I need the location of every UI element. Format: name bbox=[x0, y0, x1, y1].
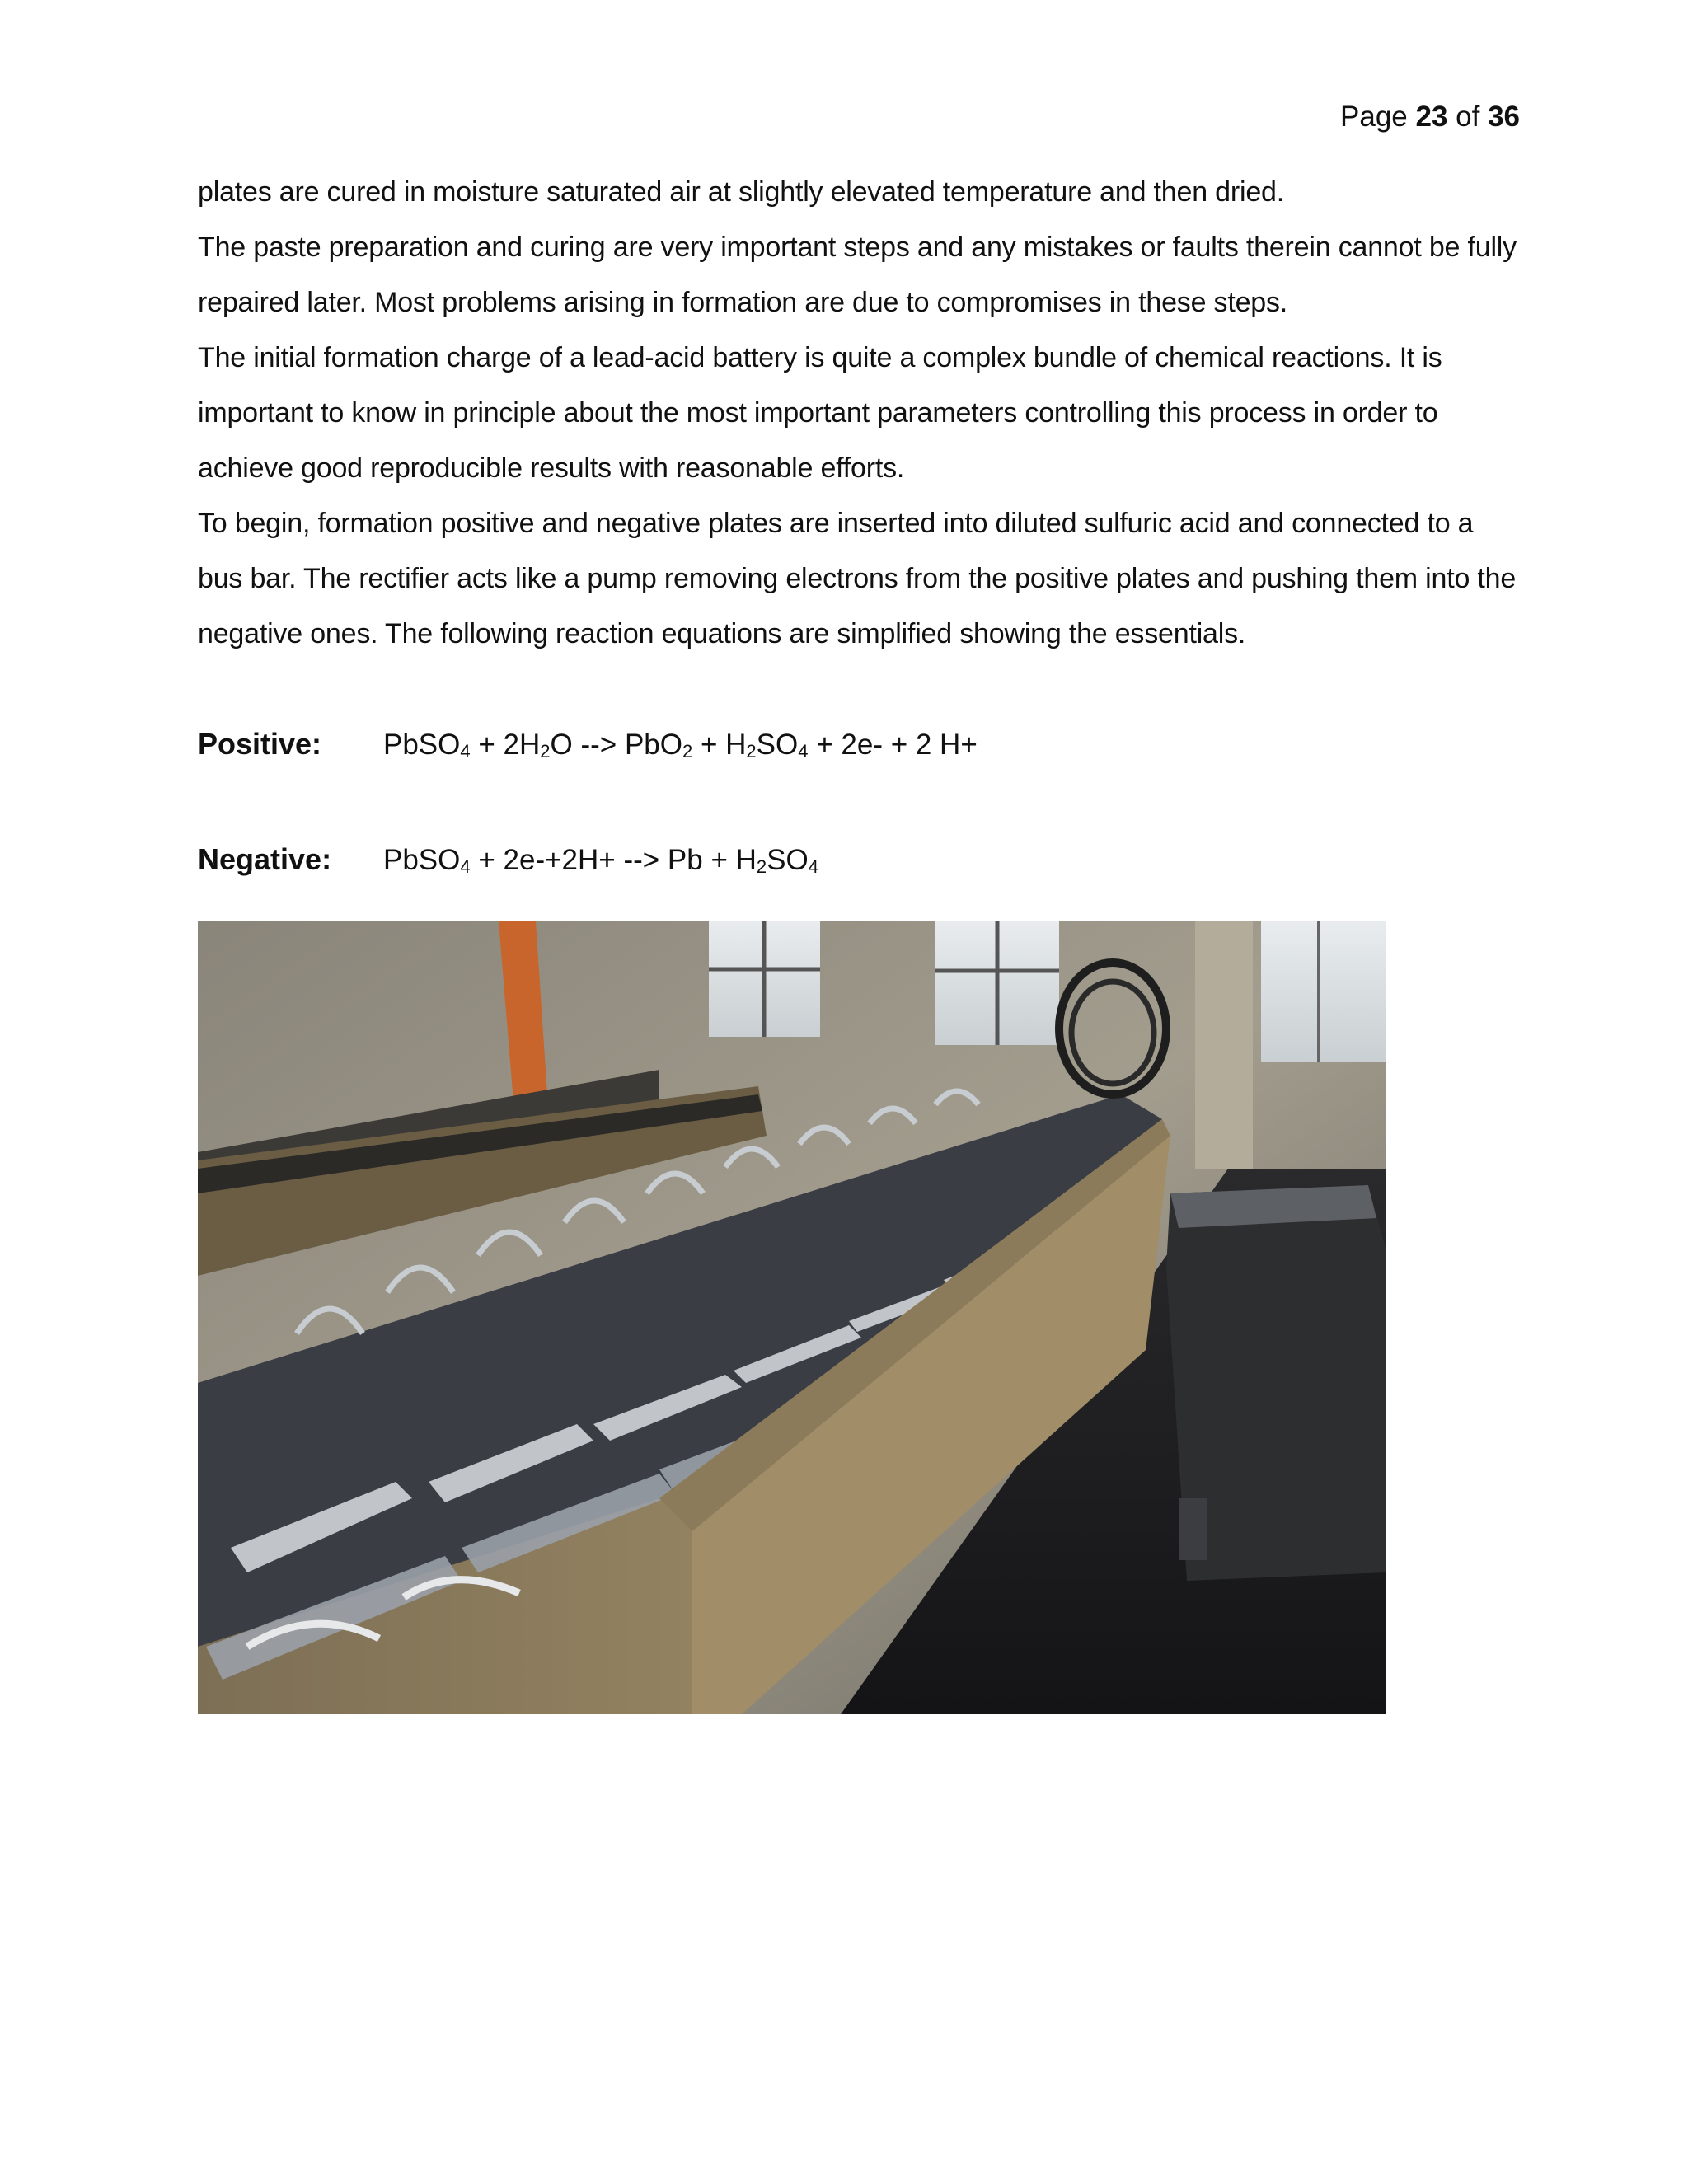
factory-photo-icon bbox=[198, 921, 1386, 1714]
page-current: 23 bbox=[1415, 101, 1448, 133]
equation-segment: PbSO bbox=[383, 844, 461, 876]
page-middle: of bbox=[1447, 101, 1489, 133]
equation-segment: PbSO bbox=[383, 729, 461, 761]
equation-positive-label: Positive: bbox=[198, 727, 322, 761]
equation-subscript: 4 bbox=[460, 856, 471, 877]
factory-photo bbox=[198, 921, 1386, 1714]
page-prefix: Page bbox=[1340, 101, 1416, 133]
equation-segment: + 2e- + 2 H+ bbox=[808, 729, 978, 761]
body-text bbox=[198, 165, 1517, 662]
equation-subscript: 2 bbox=[682, 741, 693, 762]
page-number bbox=[1340, 97, 1520, 137]
equation-subscript: 2 bbox=[756, 856, 767, 877]
equation-subscript: 2 bbox=[540, 741, 551, 762]
equation-negative bbox=[198, 839, 818, 881]
page-total: 36 bbox=[1488, 101, 1520, 133]
equation-segment: + H bbox=[692, 729, 747, 761]
equation-positive-text bbox=[383, 724, 978, 766]
equation-subscript: 4 bbox=[460, 741, 471, 762]
paragraph-formation: The initial formation charge of a lead-acid battery is quite a complex bundle of chemical reactions. It is important to know in principle about the most important parameters controlling this process in order to achieve good reproducible results with reasonable efforts. bbox=[198, 342, 1442, 484]
equation-negative-label: Negative: bbox=[198, 842, 332, 876]
paragraph-paste: The paste preparation and curing are very important steps and any mistakes or faults therein cannot be fully repaired later. Most problems arising in formation are due to compromises in these steps. bbox=[198, 232, 1517, 318]
equation-subscript: 4 bbox=[808, 856, 818, 877]
paragraph-rectifier: To begin, formation positive and negative plates are inserted into diluted sulfuric acid and connected to a bus bar. The rectifier acts like a pump removing electrons from the positive plates and pushing them into the negative ones. The following reaction equations are simplified showing the essentials. bbox=[198, 508, 1517, 649]
equation-segment: SO bbox=[767, 844, 809, 876]
equation-segment: O --> PbO bbox=[550, 729, 682, 761]
equation-subscript: 2 bbox=[746, 741, 757, 762]
equation-positive bbox=[198, 724, 978, 766]
equation-negative-text bbox=[383, 840, 818, 881]
equation-subscript: 4 bbox=[798, 741, 809, 762]
equation-segment: + 2H bbox=[470, 729, 541, 761]
equation-segment: + 2e-+2H+ --> Pb + H bbox=[470, 844, 757, 876]
paragraph-curing: plates are cured in moisture saturated air at slightly elevated temperature and then dried. bbox=[198, 176, 1284, 208]
equation-segment: SO bbox=[756, 729, 799, 761]
